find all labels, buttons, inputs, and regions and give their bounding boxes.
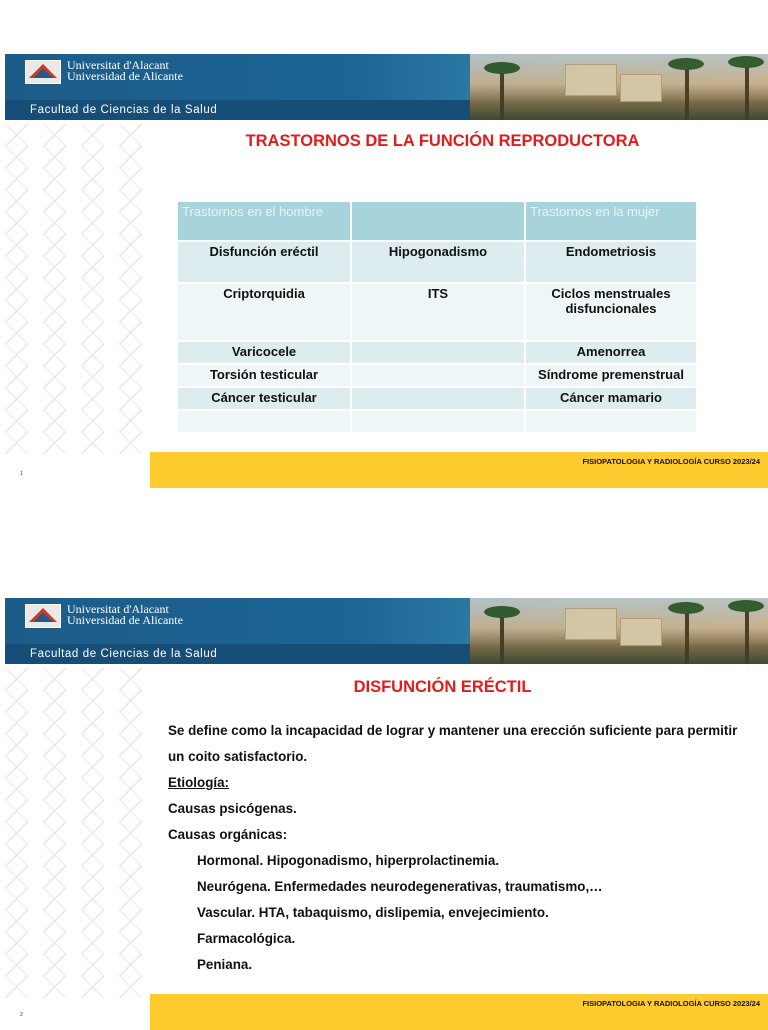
definition-text: Se define como la incapacidad de lograr y mantener una erección suficiente para permitir un coito satisfactorio. <box>168 723 738 764</box>
footer-course: FISIOPATOLOGIA Y RADIOLOGÍA CURSO 2023/24 <box>582 999 760 1008</box>
campus-photo <box>470 598 768 664</box>
table-cell: Criptorquidia <box>178 284 350 340</box>
table-row <box>178 388 696 409</box>
table-cell <box>352 388 524 409</box>
table-cell: Disfunción eréctil <box>178 242 350 282</box>
faculty-name: Facultad de Ciencias de la Salud <box>30 104 218 116</box>
slide-1 <box>0 54 768 488</box>
psychogenic-causes: Causas psicógenas. <box>168 801 297 816</box>
header-banner <box>5 54 768 120</box>
table-cell: Síndrome premenstrual <box>526 365 696 386</box>
slide-title: DISFUNCIÓN ERÉCTIL <box>353 678 532 696</box>
university-logo-icon <box>25 60 61 84</box>
list-item: Peniana. <box>197 957 253 972</box>
decorative-pattern <box>0 668 150 998</box>
table-cell: Endometriosis <box>526 242 696 282</box>
table-cell <box>352 411 524 432</box>
university-name-va: Universitat d'Alacant <box>67 602 169 616</box>
organic-causes: Causas orgánicas: <box>168 827 288 842</box>
university-name-es: Universidad de Alicante <box>67 69 183 83</box>
table-cell: Ciclos menstruales disfuncionales <box>526 284 696 340</box>
table-cell <box>178 411 350 432</box>
table-row <box>178 411 696 432</box>
table-row <box>178 242 696 282</box>
table-cell: Cáncer mamario <box>526 388 696 409</box>
list-item: Farmacológica. <box>197 931 296 946</box>
page-number: 1 <box>20 471 23 477</box>
table-row <box>178 365 696 386</box>
table-header-row <box>178 202 696 240</box>
table-header-cell: Trastornos en el hombre <box>178 202 350 240</box>
university-name-va: Universitat d'Alacant <box>67 58 169 72</box>
list-item: Vascular. HTA, tabaquismo, dislipemia, envejecimiento. <box>197 905 549 920</box>
list-item: Hormonal. Hipogonadismo, hiperprolactinemia. <box>197 853 500 868</box>
disorders-table <box>176 200 698 434</box>
footer-bar <box>150 452 768 488</box>
header-banner <box>5 598 768 664</box>
table-cell: Varicocele <box>178 342 350 363</box>
university-name-es: Universidad de Alicante <box>67 613 183 627</box>
table-header-cell <box>352 202 524 240</box>
footer-course: FISIOPATOLOGIA Y RADIOLOGÍA CURSO 2023/24 <box>582 457 760 466</box>
faculty-name: Facultad de Ciencias de la Salud <box>30 648 218 660</box>
campus-photo <box>470 54 768 120</box>
table-cell: Amenorrea <box>526 342 696 363</box>
table-cell <box>352 365 524 386</box>
slide-title: TRASTORNOS DE LA FUNCIÓN REPRODUCTORA <box>245 132 640 150</box>
footer-bar <box>150 994 768 1030</box>
university-logo-icon <box>25 604 61 628</box>
table-header-cell: Trastornos en la mujer <box>526 202 696 240</box>
slide-2 <box>0 598 768 1024</box>
table-cell: Cáncer testicular <box>178 388 350 409</box>
page-number: 2 <box>20 1012 23 1018</box>
list-item: Neurógena. Enfermedades neurodegenerativas, traumatismo,… <box>197 879 603 894</box>
table-cell <box>526 411 696 432</box>
table-row <box>178 342 696 363</box>
etiology-heading: Etiología: <box>168 775 229 790</box>
slide-body <box>168 718 748 978</box>
table-row <box>178 284 696 340</box>
table-cell: Hipogonadismo <box>352 242 524 282</box>
table-cell <box>352 342 524 363</box>
table-cell: Torsión testicular <box>178 365 350 386</box>
table-cell: ITS <box>352 284 524 340</box>
decorative-pattern <box>0 124 150 454</box>
